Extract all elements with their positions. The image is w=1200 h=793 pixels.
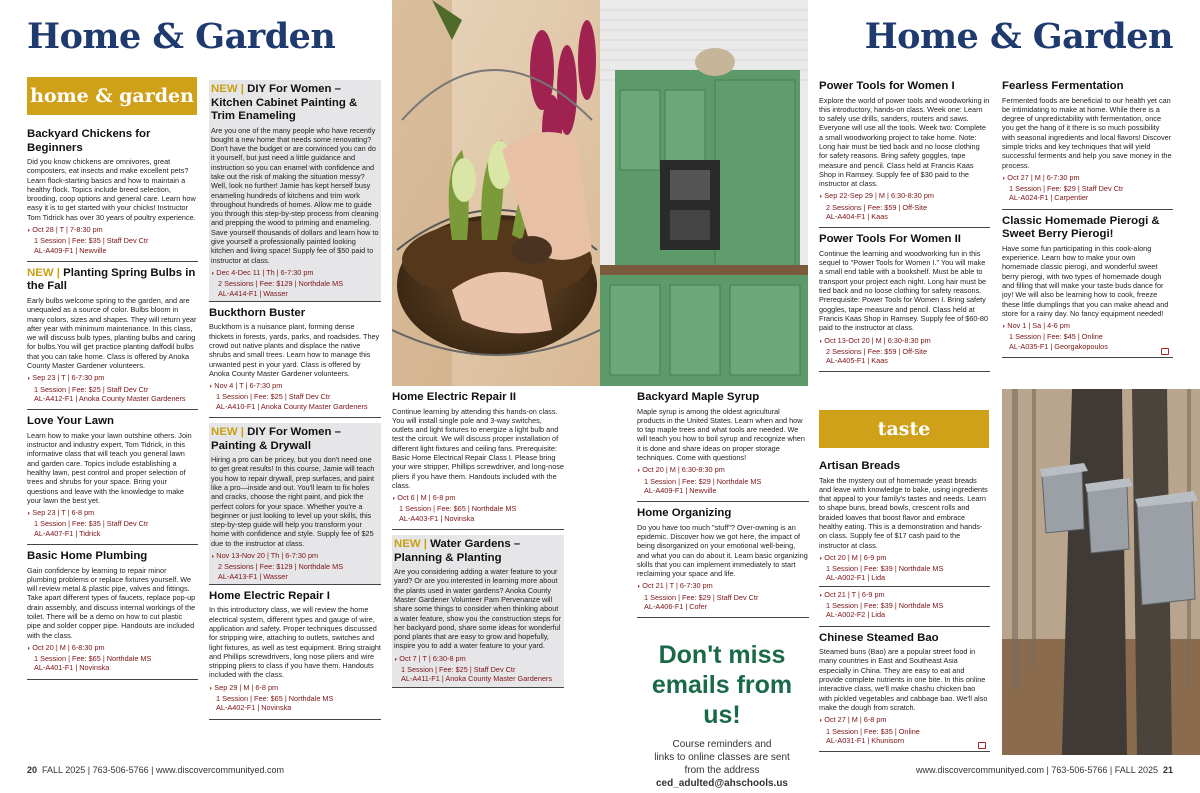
course-info: 1 Session | Fee: $35 | Staff Dev Ctr xyxy=(34,519,149,529)
course-schedule: Oct 27 | M | 6-7:30 pm xyxy=(1007,172,1080,182)
category-home-garden: home & garden xyxy=(27,77,197,115)
left-footer xyxy=(27,765,284,775)
column-2 xyxy=(209,80,381,764)
course-schedule: Oct 27 | M | 6-8 pm xyxy=(824,715,887,725)
course-code: AL-A405-F1 | Kaas xyxy=(826,356,888,366)
column-6 xyxy=(1002,80,1173,380)
promo-text-2: links to online classes are sent xyxy=(654,752,790,763)
course-info: 1 Session | Fee: $65 | Northdale MS xyxy=(399,504,517,514)
course-info: 1 Session | Fee: $39 | Northdale MS xyxy=(826,601,944,611)
course-info: 1 Session | Fee: $65 | Northdale MS xyxy=(216,694,334,704)
course-info: 2 Sessions | Fee: $59 | Off-Site xyxy=(826,346,927,356)
course-code: AL-A406-F1 | Cofer xyxy=(644,602,708,612)
course-title: Power Tools for Women I xyxy=(819,80,955,92)
course-title: Chinese Steamed Bao xyxy=(819,631,939,644)
new-badge: NEW | xyxy=(27,266,64,279)
course-schedule: Oct 21 | T | 6-7:30 pm xyxy=(642,581,713,591)
course-schedule: Sep 23 | T | 6-7:30 pm xyxy=(32,373,105,383)
course-home-organizing: Home Organizing Do you have too much "stuff"? Over-owning is an epidemic. Discover how we got here, the impact of being disorganized on your emotional well-being, and what you can do about it. Learn basic organizing skills that you can implement immediately to start reclaiming your space and life. ◗ Oct 21 | T | 6-7:30 pm 1 Session | Fee: $29 | Staff Dev Ctr AL-A406-F1 | Cofer xyxy=(637,507,809,618)
category-taste: taste xyxy=(819,410,989,448)
course-info: 1 Session | Fee: $25 | Staff Dev Ctr xyxy=(34,384,149,394)
maple-tap-photo xyxy=(1002,389,1200,755)
course-info: 1 Session | Fee: $29 | Staff Dev Ctr xyxy=(1009,184,1124,194)
left-page-title: Home & Garden xyxy=(27,16,336,57)
course-title: Home Organizing xyxy=(637,507,732,520)
course-schedule: Oct 6 | M | 6-8 pm xyxy=(397,493,456,503)
course-info: 1 Session | Fee: $39 | Northdale MS xyxy=(826,564,944,574)
course-title: Backyard Maple Syrup xyxy=(637,391,760,403)
course-description: Maple syrup is among the oldest agricultural products in the United States. Learn when and how to tap maple trees and what tools are needed. We will teach you how to boil syrup and recognize when it is done and share ideas on proper storage techniques. Come with questions! xyxy=(637,406,805,462)
course-description: Hiring a pro can be pricey, but you don't need one to get great results! In this course, Jamie will teach you how to repair drywall, prep surfaces, and paint like a pro—inside and out. You'll learn to fix holes and cracks, choose the right paint, and pick the perfect colors for your space. Whether you're a beginner or just looking to level up your skills, this step-by-step guide will help you transform your home with confidence and style. Supply fee of $25 due to the instructor at class. xyxy=(211,455,375,548)
course-code: AL-A404-F1 | Kaas xyxy=(826,212,888,222)
course-love-your-lawn: Love Your Lawn Learn how to make your lawn outshine others. Join instructor and industry expert, Tom Tidrick, in this informative class that will teach you general lawn and garden care. Topics include establishing a healthy lawn, pest control and proper selection of trees and shrubs for your space. Bring your questions and leave with the knowledge to make your lawn the best yet. ◗ Sep 23 | T | 6-8 pm 1 Session | Fee: $35 | Staff Dev Ctr AL-A407-F1 | Tidrick xyxy=(27,415,198,545)
course-schedule: Nov 1 | Sa | 4-6 pm xyxy=(1007,321,1070,331)
course-info: 1 Session | Fee: $29 | Northdale MS xyxy=(644,476,762,486)
course-spring-bulbs: NEW | Planting Spring Bulbs in the Fall Early bulbs welcome spring to the garden, and are unequaled as a source of color. Bulbs bloom in many colors, sizes and shapes. They will return year after year with minimum maintenance. In this class, we will discuss bulb types, planting bulbs and caring for bulbs.You will get practice planting daffodil bulbs that you can take home. Class is offered by Anoka County Master Gardener volunteers. ◗ Sep 23 | T | 6-7:30 pm 1 Session | Fee: $25 | Staff Dev Ctr AL-A412-F1 | Anoka County Master Gardeners xyxy=(27,267,198,410)
promo-email[interactable]: ced_adulted@ahschools.us xyxy=(655,778,788,789)
course-title: Home Electric Repair II xyxy=(392,391,517,403)
column-5 xyxy=(819,80,990,400)
course-description: Are you one of the many people who have recently bought a new home that needs some renovating? Don't have the budget or are convinced you can do it yourself, but just need a little guidance and instruction so you can enamel with confidence and take out the risk of making the situation messy? Well, look no further! Jamie has kept herself busy enameling hundreds of kitchens and trim work throughout hundreds of homes. Allow me to guide you through this step-by-step process from cleaning and prepping the wood to priming and enameling. Save yourself thousands of dollars and learn how to give yourself a professionally painted looking kitchen and living space! Supply fee of $50 paid to instructor at class. xyxy=(211,125,379,265)
online-class-icon xyxy=(978,742,986,749)
course-code: AL-A409-F1 | Newville xyxy=(34,245,107,255)
kitchen-photo xyxy=(600,0,808,386)
course-title: Classic Homemade Pierogi & Sweet Berry Pierogi! xyxy=(1002,214,1160,241)
new-badge: NEW | xyxy=(211,83,248,95)
course-code: AL-A024-F1 | Carpentier xyxy=(1009,193,1089,203)
course-info: 1 Session | Fee: $25 | Staff Dev Ctr xyxy=(401,665,516,675)
course-title: Planting Spring Bulbs in the Fall xyxy=(27,266,196,293)
course-electric-repair-1: Home Electric Repair I In this introductory class, we will review the home electrical system, different types and gauge of wire, application and safety. Proper techniques discussed for stripping wire, attaching to outlets, switches and light fixtures, as well as test equipment. Bring straight and Phillips screwdrivers, long nose pliers and wire stripping pliers to class if you have them. Handouts included with the class. ◗ Sep 29 | M | 6-8 pm 1 Session | Fee: $65 | Northdale MS AL-A402-F1 | Novinska xyxy=(209,590,381,720)
course-description: Steamed buns (Bao) are a popular street food in many countries in East and Southeast Asia especially in China. They are easy to eat and provide complete nutrients in one bite. In this online interactive class, we'll make chashu chicken bao with pickled vegetables and cabbage bao. We'll also make the dough from scratch. xyxy=(819,647,988,712)
course-code: AL-A035-F1 | Georgakopoulos xyxy=(1009,341,1108,351)
course-info: 1 Session | Fee: $65 | Northdale MS xyxy=(34,654,152,664)
course-code: AL-A410-F1 | Anoka County Master Gardeners xyxy=(216,401,368,411)
course-title: Backyard Chickens for Beginners xyxy=(27,128,151,154)
column-5-taste xyxy=(819,460,990,764)
email-promo xyxy=(632,640,812,790)
course-title: Power Tools For Women II xyxy=(819,233,961,246)
course-description: Buckthorn is a nuisance plant, forming dense thickets in forests, yards, parks, and roadsides. They crowd out native plants and displace the native shrubs and small trees. Learn how to manage this unwanted pest in your yard. Class is offered by Anoka County Master Gardener volunteers. xyxy=(209,322,380,378)
course-painting-drywall: NEW | DIY For Women – Painting & Drywall Hiring a pro can be pricey, but you don't need one to get great results! In this course, Jamie will teach you how to repair drywall, prep surfaces, and paint like a pro—inside and out. You'll learn to fix holes and cracks, choose the right paint, and pick the perfect colors for your space. Whether you're a beginner or just looking to level up your skills, this step-by-step guide will help you transform your home with confidence and style. Supply fee of $25 due to the instructor at class. ◗ Nov 13-Nov 20 | Th | 6-7:30 pm 2 Sessions | Fee: $129 | Northdale MS AL-A413-F1 | Wasser xyxy=(209,423,381,585)
course-code: AL-A002-F2 | Lida xyxy=(826,610,886,620)
course-title: Buckthorn Buster xyxy=(209,306,306,319)
course-description: Continue learning by attending this hands-on class. You will install single pole and 3-way switches, outlets and light fixtures to energize a light bulb and test the circuit. We will discuss proper installation of different light fixtures and ceiling fans. Prerequisite: Basic Home Electrical Repair Class I. Please bring your wire stripper, Phillips screwdriver, and long-nose pliers if you have them. Handouts included with the class. xyxy=(392,406,564,490)
course-code: AL-A402-F1 | Novinska xyxy=(216,703,292,713)
course-code: AL-A412-F1 | Anoka County Master Gardeners xyxy=(34,393,186,403)
course-schedule: Sep 23 | T | 6-8 pm xyxy=(32,508,95,518)
new-badge: NEW | xyxy=(394,538,431,551)
course-description: Learn how to make your lawn outshine others. Join instructor and industry expert, Tom Tidrick, in this informative class that will teach you general lawn and garden care. Topics include establishing a healthy lawn, pest control and proper selection of trees and shrubs for your space. Bring your questions and leave with the knowledge to make your lawn the best yet. xyxy=(27,430,192,505)
course-schedule: Oct 20 | M | 6:30-8:30 pm xyxy=(642,465,725,475)
course-title: Artisan Breads xyxy=(819,460,901,472)
course-schedule: Oct 20 | M | 6-8:30 pm xyxy=(32,642,105,652)
course-fermentation: Fearless Fermentation Fermented foods are beneficial to our health yet can be intimidating to make at home. While there is a degree of unpredictability with fermentation, once you get the hang of it there is so much possibility with seasonal ingredients and local flavors! Discover simple tricks and key techniques that will yield successful ferments and help you save money in the process. ◗ Oct 27 | M | 6-7:30 pm 1 Session | Fee: $29 | Staff Dev Ctr AL-A024-F1 | Carpentier xyxy=(1002,80,1173,210)
new-badge: NEW | xyxy=(211,426,248,439)
course-artisan-breads: Artisan Breads Take the mystery out of homemade yeast breads and leave with knowledge to bake, using ingredients that appeal to your family's tastes and needs. Learn to shape buns, bread bowls, crescent rolls and braided loaves that boost flavor and embrace healthy eating. This is a demonstration and hands-on class. Supply fee of $17 cash paid to the instructor at class. ◗ Oct 20 | M | 6-9 pm 1 Session | Fee: $39 | Northdale MS AL-A002-F1 | Lida ◗ Oct 21 | T | 6-9 pm 1 Session | Fee: $39 | Northdale MS AL-A002-F2 | Lida xyxy=(819,460,990,627)
course-schedule: Nov 4 | T | 6-7:30 pm xyxy=(214,381,283,391)
course-info: 2 Sessions | Fee: $129 | Northdale MS xyxy=(218,279,344,289)
course-description: Continue the learning and woodworking fun in this sequel to "Power Tools for Women I." You will make a small end table with a bookshelf. Must be able to transport your project each night. Long hair must be tied back and no loose clothing for safety reasons. Prerequisite: Power Tools for Women I. Bring safety goggles, tape measure and pencil. Class held at Francis Kaas Shop in Ramsey. Supply fee of $60-80 paid to the instructor at class. xyxy=(819,248,989,333)
course-electric-repair-2: Home Electric Repair II Continue learning by attending this hands-on class. You will install single pole and 3-way switches, outlets and light fixtures to energize a light bulb and test the circuit. We will discuss proper installation of different light fixtures and ceiling fans. Prerequisite: Basic Home Electrical Repair Class I. Please bring your wire stripper, Phillips screwdriver, and long-nose pliers if you have them. Handouts included with the class. ◗ Oct 6 | M | 6-8 pm 1 Session | Fee: $65 | Northdale MS AL-A403-F1 | Novinska xyxy=(392,391,564,530)
column-4 xyxy=(637,391,809,636)
course-info: 1 Session | Fee: $25 | Staff Dev Ctr xyxy=(216,392,331,402)
course-schedule: Oct 28 | T | 7-8:30 pm xyxy=(32,225,103,235)
course-title: DIY For Women – Kitchen Cabinet Painting & Trim Enameling xyxy=(211,83,358,122)
promo-text-3: from the address xyxy=(684,765,760,776)
promo-headline-1: Don't miss xyxy=(658,641,786,669)
course-code: AL-A414-F1 | Wasser xyxy=(218,288,288,298)
right-page-title: Home & Garden xyxy=(864,16,1173,57)
course-info: 2 Sessions | Fee: $59 | Off-Site xyxy=(826,202,927,212)
course-schedule: Oct 21 | T | 6-9 pm xyxy=(824,589,885,599)
course-schedule: Nov 13-Nov 20 | Th | 6-7:30 pm xyxy=(216,550,319,560)
online-class-icon xyxy=(1161,348,1169,355)
course-code: AL-A413-F1 | Wasser xyxy=(218,571,288,581)
course-info: 2 Sessions | Fee: $129 | Northdale MS xyxy=(218,562,344,572)
promo-headline-2: emails from us! xyxy=(651,671,793,729)
course-power-tools-1: Power Tools for Women I Explore the world of power tools and woodworking in this introductory, hands-on class. Week one: Learn to safely use drills, sanders, routers and saws. Everyone will use all the tools. Week two: Complete a small woodworking project to take home. Note: Long hair must be tied back and no loose clothing for safety reasons. Bring safety goggles, tape measure and pencil. Class held at Francis Kaas Shop in Ramsey. Supply fee of $30 paid to the instructor at class. ◗ Sep 22-Sep 29 | M | 6:30-8:30 pm 2 Sessions | Fee: $59 | Off-Site AL-A404-F1 | Kaas xyxy=(819,80,990,228)
page-number-left: 20 xyxy=(27,765,38,775)
course-title: Home Electric Repair I xyxy=(209,589,330,602)
course-code: AL-A002-F1 | Lida xyxy=(826,573,886,583)
course-code: AL-A409-F1 | Newville xyxy=(644,485,717,495)
course-info: 1 Session | Fee: $35 | Online xyxy=(826,726,920,736)
course-kitchen-cabinet: NEW | DIY For Women – Kitchen Cabinet Painting & Trim Enameling Are you one of the many people who have recently bought a new home that needs some renovating? Don't have the budget or are convinced you can do it yourself, but just need a little guidance and instruction so you can enamel with confidence and take out the risk of making the situation messy? Well, look no further! Jamie has kept herself busy enameling hundreds of kitchens and trim work throughout hundreds of homes. Allow me to guide you through this step-by-step process from cleaning and prepping the wood to priming and enameling. Save yourself thousands of dollars and learn how to give yourself a professionally painted looking kitchen and living space! Supply fee of $50 paid to instructor at class. ◗ Dec 4-Dec 11 | Th | 6-7:30 pm 2 Sessions | Fee: $129 | Northdale MS AL-A414-F1 | Wasser xyxy=(209,80,381,302)
course-description: Early bulbs welcome spring to the garden, and are unequaled as a source of color. Bulbs bloom in many colors, sizes and shapes. They will return year after year with minimum maintenance. In this class, we will discuss bulb types, planting bulbs and caring for bulbs.You will get practice planting daffodil bulbs that you can take home. Class is offered by Anoka County Master Gardener volunteers. xyxy=(27,295,197,371)
course-title: Basic Home Plumbing xyxy=(27,550,148,562)
course-water-gardens: NEW | Water Gardens – Planning & Planting Are you considering adding a water feature to your yard? Or are you interested in learning more about the plants used in water gardens? Anoka County Master Gardener Volunteer Pam Pervenanze will share some things to consider when thinking about a water feature, show you the construction steps for her backyard pond, share some ideas for wonderful pond plants that are easy to grow and hopefully, inspire you to add a water feature to your yard. ◗ Oct 7 | T | 6:30-8 pm 1 Session | Fee: $25 | Staff Dev Ctr AL-A411-F1 | Anoka County Master Gardeners xyxy=(392,535,564,688)
course-code: AL-A031-F1 | Khunisorn xyxy=(826,735,905,745)
course-code: AL-A411-F1 | Anoka County Master Gardeners xyxy=(401,674,553,684)
course-schedule: Oct 20 | M | 6-9 pm xyxy=(824,552,887,562)
course-code: AL-A403-F1 | Novinska xyxy=(399,513,475,523)
course-description: Are you considering adding a water feature to your yard? Or are you interested in learning more about the plants used in water gardens? Anoka County Master Gardener Volunteer Pam Pervenanze will share some things to consider when thinking about a water feature, show you the construction steps for her backyard pond, share some ideas for wonderful pond plants that are easy to grow and hopefully, inspire you to add a water feature to your yard. xyxy=(394,567,562,651)
course-schedule: Oct 13-Oct 20 | M | 6:30-8:30 pm xyxy=(824,335,931,345)
footer-text-left: FALL 2025 | 763-506-5766 | www.discovercommunityed.com xyxy=(42,765,284,775)
course-buckthorn: Buckthorn Buster Buckthorn is a nuisance plant, forming dense thickets in forests, yards, parks, and roadsides. They crowd out native plants and displace the native shrubs and small trees. Learn how to manage this unwanted pest in your yard. Class is offered by Anoka County Master Gardener volunteers. ◗ Nov 4 | T | 6-7:30 pm 1 Session | Fee: $25 | Staff Dev Ctr AL-A410-F1 | Anoka County Master Gardeners xyxy=(209,307,381,418)
course-title: DIY For Women – Painting & Drywall xyxy=(211,426,341,452)
course-power-tools-2: Power Tools For Women II Continue the learning and woodworking fun in this sequel to "Power Tools for Women I." You will make a small end table with a bookshelf. Must be able to transport your project each night. Long hair must be tied back and no loose clothing for safety reasons. Prerequisite: Power Tools for Women I. Bring safety goggles, tape measure and pencil. Class held at Francis Kaas Shop in Ramsey. Supply fee of $60-80 paid to the instructor at class. ◗ Oct 13-Oct 20 | M | 6:30-8:30 pm 2 Sessions | Fee: $59 | Off-Site AL-A405-F1 | Kaas xyxy=(819,233,990,372)
course-description: Gain confidence by learning to repair minor plumbing problems or replace fixtures yourself. We will review metal & plastic pipe, valves and fittings. Take apart different types of faucets, replace pop-up drain assembly, and discuss internal workings of the toilet. There will be a demo on how to cut plastic pipe and solder copper pipe. Handouts are included with the class. xyxy=(27,565,196,640)
course-title: Love Your Lawn xyxy=(27,415,114,428)
course-info: 1 Session | Fee: $29 | Staff Dev Ctr xyxy=(644,592,759,602)
column-1 xyxy=(27,128,198,764)
course-schedule: Sep 29 | M | 6-8 pm xyxy=(214,682,279,692)
course-pierogi: Classic Homemade Pierogi & Sweet Berry Pierogi! Have some fun participating in this cook-along experience. Learn how to make your own homemade classic pierogi, and wonderful sweet berry pierogi, with two types of homemade dough and filling that will make your taste buds dance for joy! We will also be learning how to cook, freeze these little dumplings that you can make ahead and store for a rainy day. No fancy equipment needed! ◗ Nov 1 | Sa | 4-6 pm 1 Session | Fee: $45 | Online AL-A035-F1 | Georgakopoulos xyxy=(1002,215,1173,358)
course-code: AL-A407-F1 | Tidrick xyxy=(34,528,101,538)
column-3 xyxy=(392,391,564,764)
course-basic-plumbing: Basic Home Plumbing Gain confidence by learning to repair minor plumbing problems or replace fixtures yourself. We will review metal & plastic pipe, valves and fittings. Take apart different types of faucets, replace pop-up drain assembly, and discuss internal workings of the toilet. There will be a demo on how to cut plastic pipe and solder copper pipe. Handouts are included with the class. ◗ Oct 20 | M | 6-8:30 pm 1 Session | Fee: $65 | Northdale MS AL-A401-F1 | Novinska xyxy=(27,550,198,680)
course-description: Take the mystery out of homemade yeast breads and leave with knowledge to bake, using ingredients that appeal to your family's tastes and needs. Learn to shape buns, bread bowls, crescent rolls and braided loaves that boost flavor and embrace healthy eating. This is a demonstration and hands-on class. Supply fee of $17 cash paid to the instructor at class. xyxy=(819,475,988,550)
footer-text-right: www.discovercommunityed.com | 763-506-5766 | FALL 2025 xyxy=(916,765,1158,775)
course-code: AL-A401-F1 | Novinska xyxy=(34,663,110,673)
page-number-right: 21 xyxy=(1162,765,1173,775)
hyacinth-photo xyxy=(392,0,600,386)
course-description: Have some fun participating in this cook-along experience. Learn how to make your own homemade classic pierogi, and wonderful sweet berry pierogi, with two types of homemade dough and filling that will make your taste buds dance for joy! We will also be learning how to cook, freeze these little dumplings that you can make ahead and store for a rainy day. No fancy equipment needed! xyxy=(1002,243,1169,318)
course-description: Did you know chickens are omnivores, great composters, eat insects and make excellent pets? Learn flock-starting basics and how to maintain a healthy flock. Topics include breed selection, brooding, coop options and general care. Learn how easy it is to get started with your chicks! Instructor Tom Tidrick has over 30 years of poultry experience. xyxy=(27,157,196,222)
course-description: Fermented foods are beneficial to our health yet can be intimidating to make at home. While there is a degree of unpredictability with fermentation, once you get the hang of it there is so much possibility with seasonal ingredients and local flavors! Discover simple tricks and key techniques that will yield successful ferments and help you save money in the process. xyxy=(1002,95,1172,170)
course-title: Fearless Fermentation xyxy=(1002,80,1124,92)
course-schedule: Oct 7 | T | 6:30-8 pm xyxy=(399,653,466,663)
course-steamed-bao: Chinese Steamed Bao Steamed buns (Bao) are a popular street food in many countries in East and Southeast Asia especially in China. They are easy to eat and provide complete nutrients in one bite. In this online interactive class, we'll make chashu chicken bao with pickled vegetables and cabbage bao. We'll also make the dough from scratch. ◗ Oct 27 | M | 6-8 pm 1 Session | Fee: $35 | Online AL-A031-F1 | Khunisorn xyxy=(819,632,990,752)
course-schedule: Dec 4-Dec 11 | Th | 6-7:30 pm xyxy=(216,267,314,277)
course-title: Water Gardens – Planning & Planting xyxy=(394,538,521,564)
course-description: In this introductory class, we will review the home electrical system, different types and gauge of wire, application and safety. Proper techniques discussed for stripping wire, attaching to outlets, switches and light fixtures, as well as test equipment. Bring straight and Phillips screwdrivers, long nose pliers and wire stripping pliers to class if you have them. Handouts included with the class. xyxy=(209,605,381,680)
course-info: 1 Session | Fee: $45 | Online xyxy=(1009,332,1103,342)
course-maple-syrup: Backyard Maple Syrup Maple syrup is among the oldest agricultural products in the United States. Learn when and how to tap maple trees and what tools are needed. We will teach you how to boil syrup and recognize when it is done and share ideas on proper storage techniques. Come with questions! ◗ Oct 20 | M | 6:30-8:30 pm 1 Session | Fee: $29 | Northdale MS AL-A409-F1 | Newville xyxy=(637,391,809,502)
course-backyard-chickens: Backyard Chickens for Beginners Did you know chickens are omnivores, great composters, eat insects and make excellent pets? Learn flock-starting basics and how to maintain a healthy flock. Topics include breed selection, brooding, coop options and general care. Learn how easy it is to get started with your chicks! Instructor Tom Tidrick has over 30 years of poultry experience. ◗ Oct 28 | T | 7-8:30 pm 1 Session | Fee: $35 | Staff Dev Ctr AL-A409-F1 | Newville xyxy=(27,128,198,262)
course-description: Explore the world of power tools and woodworking in this introductory, hands-on class. Week one: Learn to safely use drills, sanders, routers and saws. Everyone will use all the tools. Week two: Complete a small woodworking project to take home. Note: Long hair must be tied back and no loose clothing for safety reasons. Bring safety goggles, tape measure and pencil. Class held at Francis Kaas Shop in Ramsey. Supply fee of $30 paid to the instructor at class. xyxy=(819,95,990,189)
promo-text-1: Course reminders and xyxy=(672,739,772,750)
course-description: Do you have too much "stuff"? Over-owning is an epidemic. Discover how we got here, the impact of being disorganized on your emotional well-being, and what you can do about it. Learn basic organizing skills that you can implement immediately to start reclaiming your space and life. xyxy=(637,522,808,579)
right-footer xyxy=(916,765,1173,775)
course-schedule: Sep 22-Sep 29 | M | 6:30-8:30 pm xyxy=(824,191,934,201)
course-info: 1 Session | Fee: $35 | Staff Dev Ctr xyxy=(34,236,149,246)
